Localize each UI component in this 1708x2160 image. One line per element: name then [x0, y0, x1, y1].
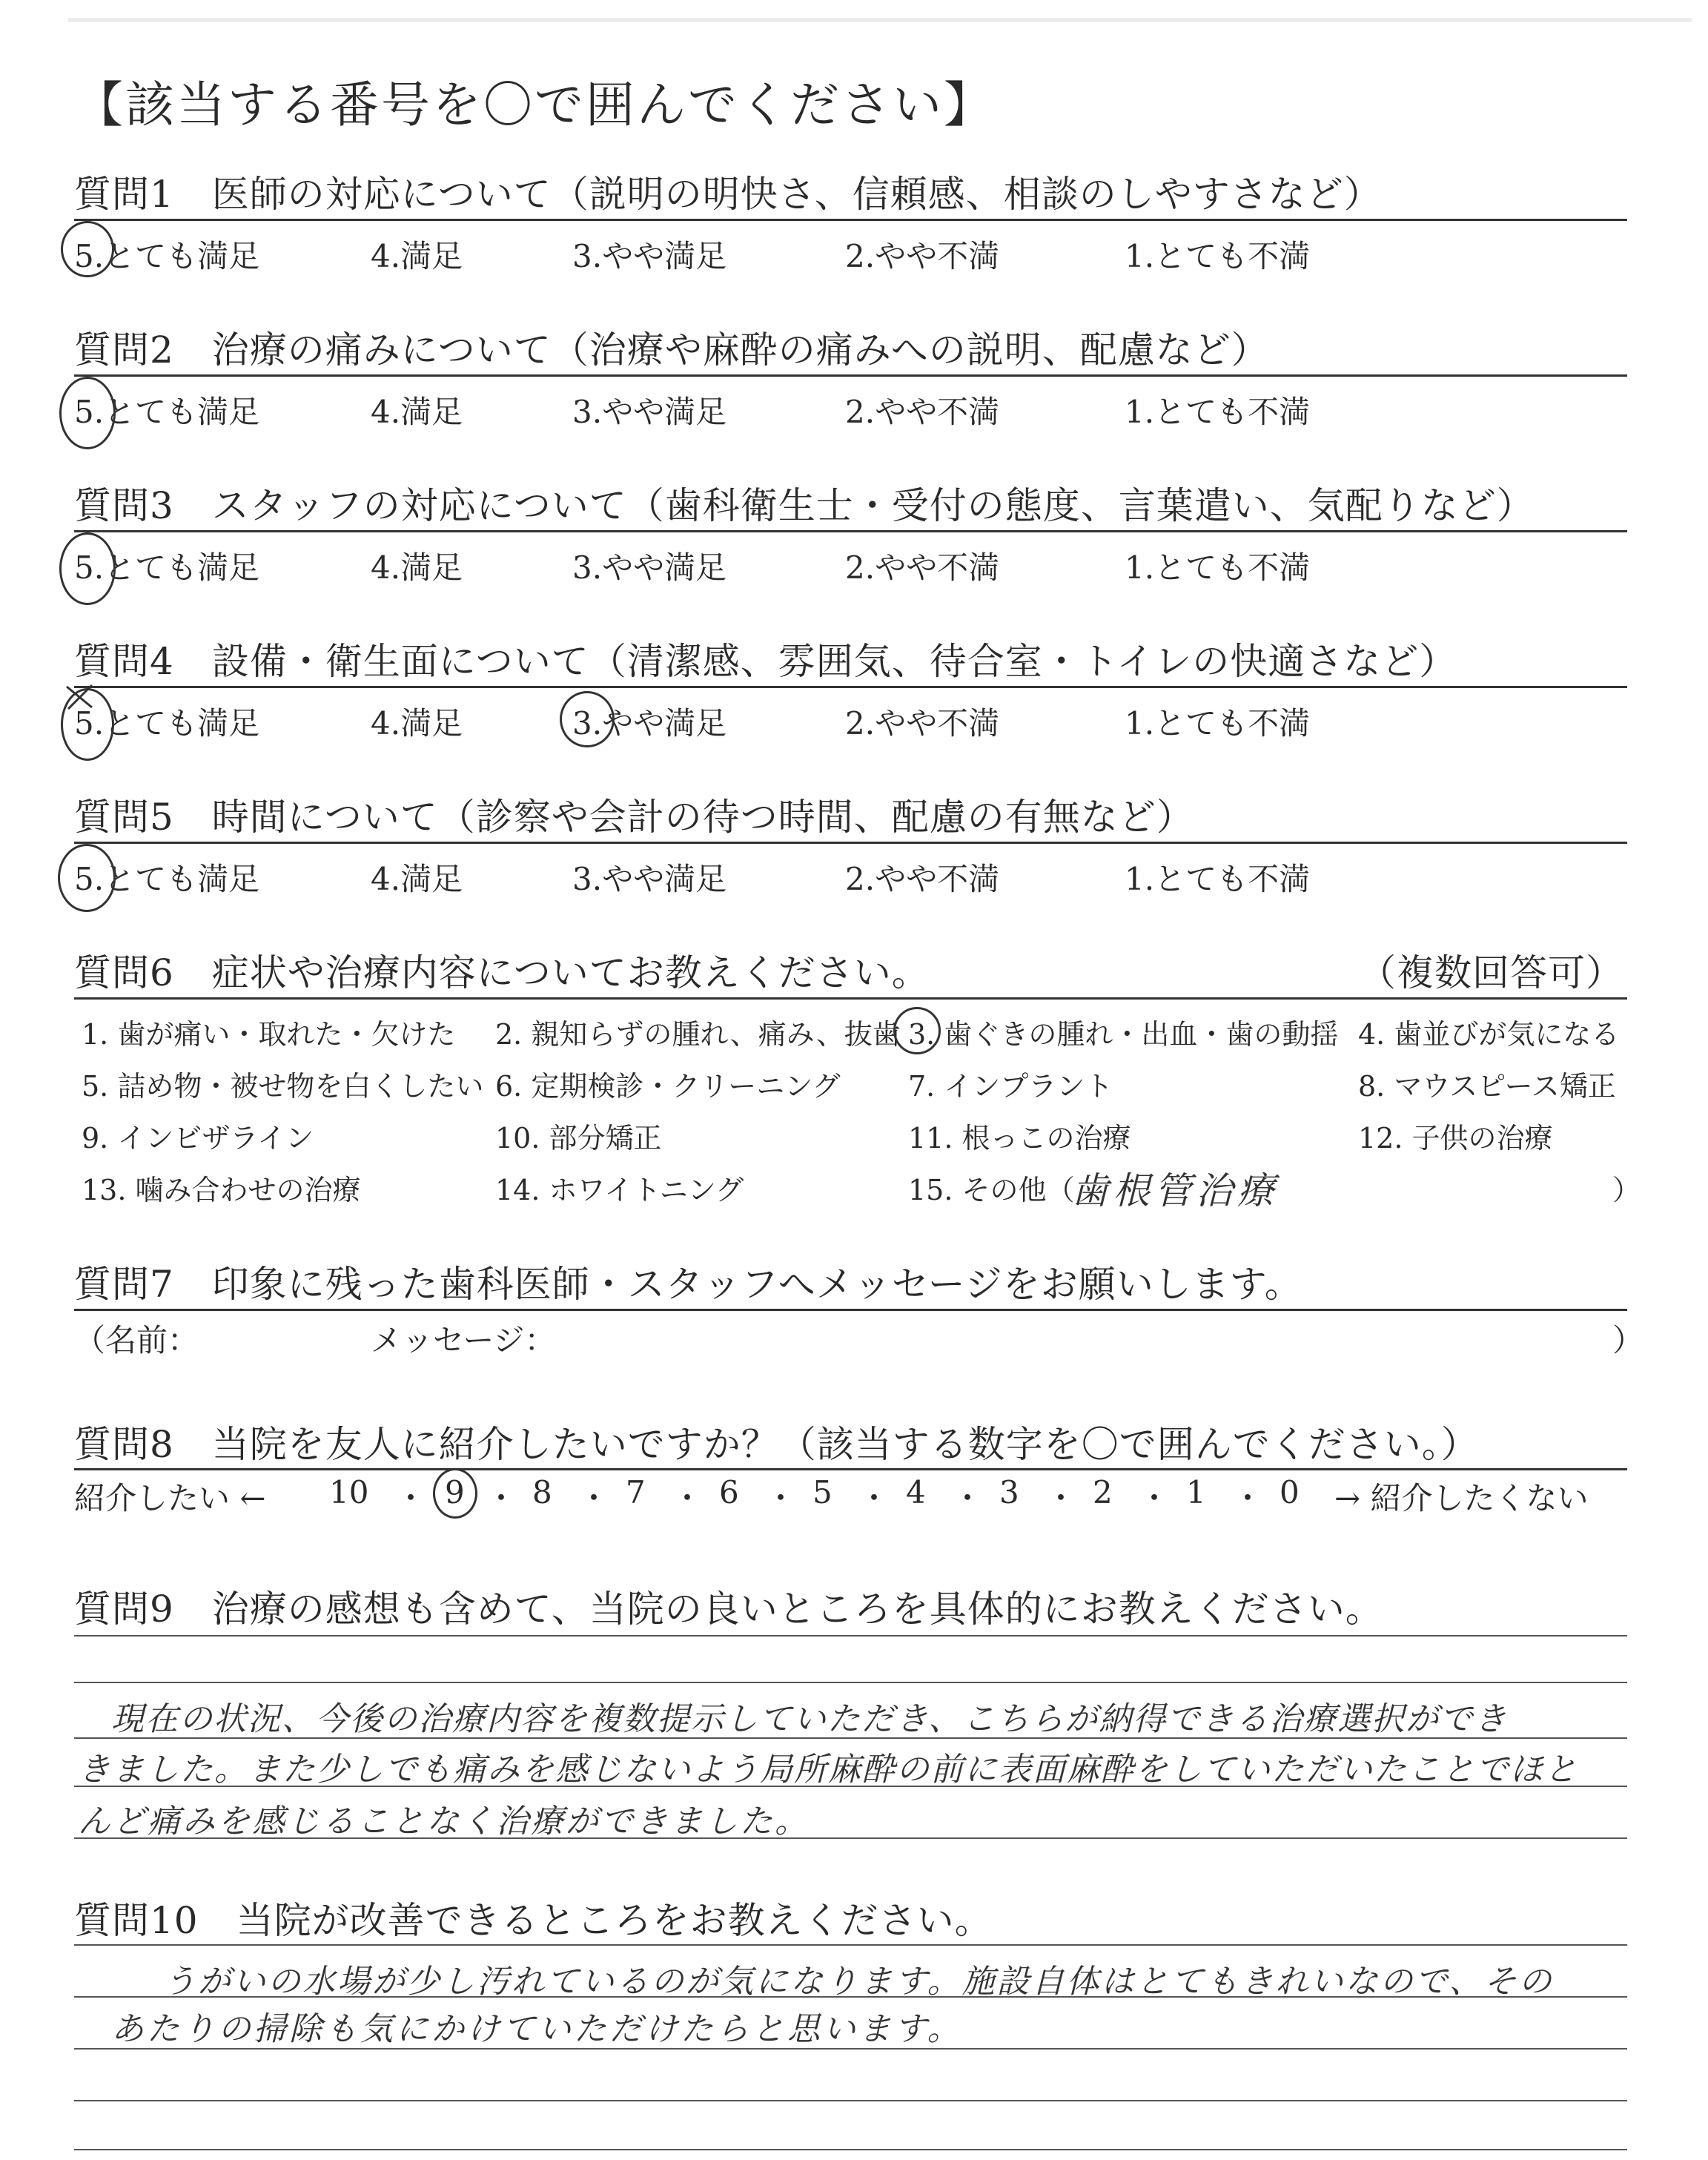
q8-sep: ・	[952, 1480, 984, 1516]
q8-scale-2[interactable]: 2	[1093, 1474, 1113, 1510]
q6-item-4[interactable]: 4. 歯並びが気になる	[1358, 1018, 1620, 1051]
q8-sep: ・	[486, 1480, 517, 1516]
q8-right-label: → 紹介したくない	[1334, 1480, 1589, 1516]
q9-heading: 質問9 治療の感想も含めて、当院の良いところを具体的にお教えください。	[74, 1588, 1383, 1631]
q6-item-5[interactable]: 5. 詰め物・被せ物を白くしたい	[82, 1070, 484, 1103]
q8-scale-7[interactable]: 7	[626, 1474, 646, 1510]
q8-sep: ・	[1232, 1480, 1264, 1516]
q5-selection-circle	[58, 844, 116, 912]
q5-option-2[interactable]: 2.やや不満	[845, 861, 1000, 897]
q9-answer-line-2: きました。また少しでも痛みを感じないよう局所麻酔の前に表面麻酔をしていただいたことでほと	[78, 1751, 1578, 1789]
q3-heading: 質問3 スタッフの対応について（歯科衛生士・受付の態度、言葉遣い、気配りなど）	[74, 484, 1535, 527]
q4-cross-mark	[62, 682, 99, 712]
q8-rule	[74, 1468, 1627, 1470]
q8-sep: ・	[1139, 1480, 1171, 1516]
q4-option-4[interactable]: 4.満足	[371, 705, 463, 742]
q4-selection-circle	[560, 691, 615, 747]
q7-rule	[74, 1309, 1627, 1311]
q8-scale-3[interactable]: 3	[999, 1474, 1019, 1510]
q6-other-handwritten[interactable]: 歯根管治療	[1071, 1169, 1279, 1212]
q8-sep: ・	[1045, 1480, 1077, 1516]
q7-close-paren: ）	[1612, 1322, 1644, 1358]
q4-rule	[74, 686, 1627, 688]
q6-item-11[interactable]: 11. 根っこの治療	[908, 1122, 1131, 1155]
top-border	[68, 18, 1692, 22]
q2-heading: 質問2 治療の痛みについて（治療や麻酔の痛みへの説明、配慮など）	[74, 328, 1269, 371]
q2-option-2[interactable]: 2.やや不満	[845, 394, 1000, 430]
q1-selection-circle	[61, 221, 114, 277]
q9-rule-1	[74, 1635, 1627, 1636]
q7-name-label: （名前：	[74, 1322, 199, 1358]
q10-rule-4	[74, 2100, 1627, 2101]
q3-option-4[interactable]: 4.満足	[371, 549, 463, 586]
q6-item-13[interactable]: 13. 噛み合わせの治療	[82, 1174, 361, 1206]
q2-option-1[interactable]: 1.とても不満	[1125, 394, 1311, 430]
q10-rule-5	[74, 2149, 1627, 2150]
q6-note: （複数回答可）	[1359, 951, 1623, 994]
q4-option-5[interactable]: 5.とても満足	[74, 705, 260, 742]
q9-answer-line-1: 現在の状況、今後の治療内容を複数提示していただき、こちらが納得できる治療選択ができ	[111, 1700, 1509, 1738]
q8-sep: ・	[578, 1480, 610, 1516]
page-title: 【該当する番号を〇で囲んでください】	[74, 76, 995, 133]
q3-option-3[interactable]: 3.やや満足	[572, 549, 727, 586]
q8-selection-circle	[433, 1468, 477, 1519]
q6-item-9[interactable]: 9. インビザライン	[82, 1122, 314, 1155]
q4-option-3[interactable]: 3.やや満足	[572, 705, 727, 742]
q1-option-2[interactable]: 2.やや不満	[845, 238, 1000, 274]
q2-option-5[interactable]: 5.とても満足	[74, 394, 260, 430]
q1-option-1[interactable]: 1.とても不満	[1125, 238, 1311, 274]
q9-rule-2	[74, 1682, 1627, 1683]
q6-item-7[interactable]: 7. インプラント	[908, 1070, 1113, 1103]
q8-left-label: 紹介したい ←	[74, 1480, 266, 1516]
q8-scale-0[interactable]: 0	[1280, 1474, 1300, 1510]
q6-item-1[interactable]: 1. 歯が痛い・取れた・欠けた	[82, 1018, 456, 1051]
q3-rule	[74, 530, 1627, 532]
q8-scale-5[interactable]: 5	[812, 1474, 833, 1510]
q5-option-3[interactable]: 3.やや満足	[572, 861, 727, 897]
q10-answer-line-2: あたりの掃除も気にかけていただけたらと思います。	[111, 2010, 963, 2048]
q5-heading: 質問5 時間について（診察や会計の待つ時間、配慮の有無など）	[74, 796, 1194, 839]
q6-item-2[interactable]: 2. 親知らずの腫れ、痛み、抜歯	[495, 1018, 901, 1051]
q8-scale-9[interactable]: 9	[445, 1474, 465, 1510]
q8-scale-6[interactable]: 6	[719, 1474, 739, 1510]
q6-item-8[interactable]: 8. マウスピース矯正	[1358, 1070, 1616, 1103]
q2-rule	[74, 374, 1627, 377]
q8-scale-8[interactable]: 8	[532, 1474, 552, 1510]
q8-sep: ・	[765, 1480, 797, 1516]
q10-heading: 質問10 当院が改善できるところをお教えください。	[74, 1899, 993, 1942]
q1-option-3[interactable]: 3.やや満足	[572, 238, 727, 274]
q4-option-1[interactable]: 1.とても不満	[1125, 705, 1311, 742]
q6-item-15-close: ）	[1612, 1174, 1641, 1206]
q6-item-15[interactable]: 15. その他（	[908, 1174, 1075, 1206]
q5-option-5[interactable]: 5.とても満足	[74, 861, 260, 897]
q1-rule	[74, 219, 1627, 221]
q1-heading: 質問1 医師の対応について（説明の明快さ、信頼感、相談のしやすさなど）	[74, 173, 1382, 216]
q6-selection-circle	[893, 1007, 941, 1054]
q4-heading: 質問4 設備・衛生面について（清潔感、雰囲気、待合室・トイレの快適さなど）	[74, 640, 1457, 683]
q8-sep: ・	[395, 1480, 427, 1516]
q8-scale-4[interactable]: 4	[906, 1474, 926, 1510]
q3-selection-circle	[59, 532, 116, 605]
q5-rule	[74, 842, 1627, 844]
q2-option-3[interactable]: 3.やや満足	[572, 394, 727, 430]
q8-sep: ・	[858, 1480, 890, 1516]
q5-option-1[interactable]: 1.とても不満	[1125, 861, 1311, 897]
q10-rule-1	[74, 1944, 1627, 1946]
q8-scale-1[interactable]: 1	[1186, 1474, 1206, 1510]
q2-selection-circle	[59, 377, 116, 449]
q6-rule	[74, 997, 1627, 1000]
q3-option-2[interactable]: 2.やや不満	[845, 549, 1000, 586]
q6-heading: 質問6 症状や治療内容についてお教えください。	[74, 951, 930, 994]
q5-option-4[interactable]: 4.満足	[371, 861, 463, 897]
q2-option-4[interactable]: 4.満足	[371, 394, 463, 430]
q8-scale-10[interactable]: 10	[329, 1474, 369, 1510]
q6-item-6[interactable]: 6. 定期検診・クリーニング	[495, 1070, 841, 1103]
q8-heading: 質問8 当院を友人に紹介したいですか？（該当する数字を〇で囲んでください。）	[74, 1423, 1479, 1466]
q6-item-3[interactable]: 3. 歯ぐきの腫れ・出血・歯の動揺	[908, 1018, 1339, 1051]
q10-answer-line-1: うがいの水場が少し汚れているのが気になります。施設自体はとてもきれいなので、その	[163, 1963, 1554, 2001]
q7-heading: 質問7 印象に残った歯科医師・スタッフへメッセージをお願いします。	[74, 1263, 1302, 1306]
q9-answer-line-3: んど痛みを感じることなく治療ができました。	[78, 1803, 810, 1840]
q3-option-5[interactable]: 5.とても満足	[74, 549, 260, 586]
q6-item-10[interactable]: 10. 部分矯正	[495, 1122, 662, 1155]
q3-option-1[interactable]: 1.とても不満	[1125, 549, 1311, 586]
q1-option-4[interactable]: 4.満足	[371, 238, 463, 274]
q6-item-14[interactable]: 14. ホワイトニング	[495, 1174, 744, 1206]
q4-option-2[interactable]: 2.やや不満	[845, 705, 1000, 742]
q6-item-12[interactable]: 12. 子供の治療	[1358, 1122, 1553, 1155]
q8-sep: ・	[672, 1480, 704, 1516]
q7-message-label: メッセージ：	[371, 1322, 556, 1358]
q1-option-5[interactable]: 5.とても満足	[74, 238, 260, 274]
